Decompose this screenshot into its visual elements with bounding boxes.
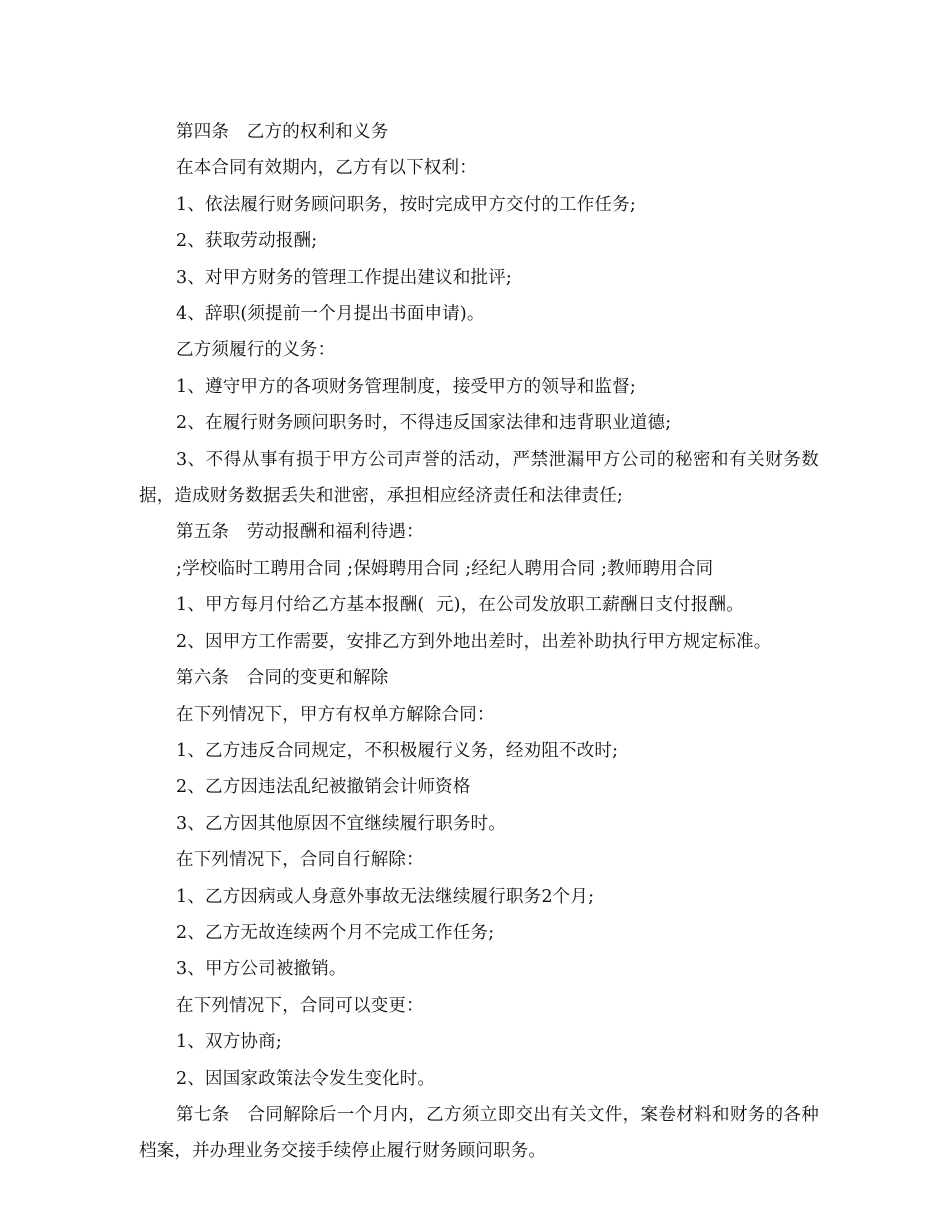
article-6-heading: 第六条 合同的变更和解除 [176,668,389,689]
list-item: 2、获取劳动报酬; [176,231,318,252]
list-item: 1、乙方违反合同规定，不积极履行义务，经劝阻不改时; [176,740,619,761]
list-item: 3、不得从事有损于甲方公司声誉的活动，严禁泄漏甲方公司的秘密和有关财务数据，造成财务数据丢失和泄密，承担相应经济责任和法律责任; [139,449,819,507]
list-item: 4、辞职(须提前一个月提出书面申请)。 [176,304,485,325]
rights-intro: 在本合同有效期内，乙方有以下权利： [176,158,477,179]
list-item: 2、因甲方工作需要，安排乙方到外地出差时，出差补助执行甲方规定标准。 [176,631,772,652]
unilateral-termination-intro: 在下列情况下，甲方有权单方解除合同： [176,704,495,725]
related-contracts-line: ;学校临时工聘用合同 ;保姆聘用合同 ;经纪人聘用合同 ;教师聘用合同 [176,558,714,579]
list-item: 2、乙方无故连续两个月不完成工作任务; [176,922,495,943]
list-item: 1、遵守甲方的各项财务管理制度，接受甲方的领导和监督; [176,376,636,397]
list-item: 2、因国家政策法令发生变化时。 [176,1068,436,1089]
list-item: 1、乙方因病或人身意外事故无法继续履行职务2个月; [176,886,595,907]
list-item: 1、甲方每月付给乙方基本报酬( 元)，在公司发放职工薪酬日支付报酬。 [176,595,744,616]
list-item: 3、对甲方财务的管理工作提出建议和批评; [176,267,513,288]
automatic-termination-intro: 在下列情况下，合同自行解除： [176,850,424,871]
article-7-paragraph: 第七条 合同解除后一个月内，乙方须立即交出有关文件，案卷材料和财务的各种档案，并办理业务交接手续停止履行财务顾问职务。 [139,1104,819,1162]
list-item: 3、甲方公司被撤销。 [176,959,347,980]
document-body [139,114,819,1170]
amendment-intro: 在下列情况下，合同可以变更： [176,995,424,1016]
article-4-heading: 第四条 乙方的权利和义务 [176,122,389,142]
list-item: 2、乙方因违法乱纪被撤销会计师资格 [176,777,471,798]
list-item: 1、依法履行财务顾问职务，按时完成甲方交付的工作任务; [176,194,636,215]
obligations-intro: 乙方须履行的义务： [176,340,336,361]
list-item: 1、双方协商; [176,1032,282,1053]
article-5-heading: 第五条 劳动报酬和福利待遇： [176,522,424,543]
list-item: 3、乙方因其他原因不宜继续履行职务时。 [176,813,506,834]
list-item: 2、在履行财务顾问职务时，不得违反国家法律和违背职业道德; [176,413,672,434]
